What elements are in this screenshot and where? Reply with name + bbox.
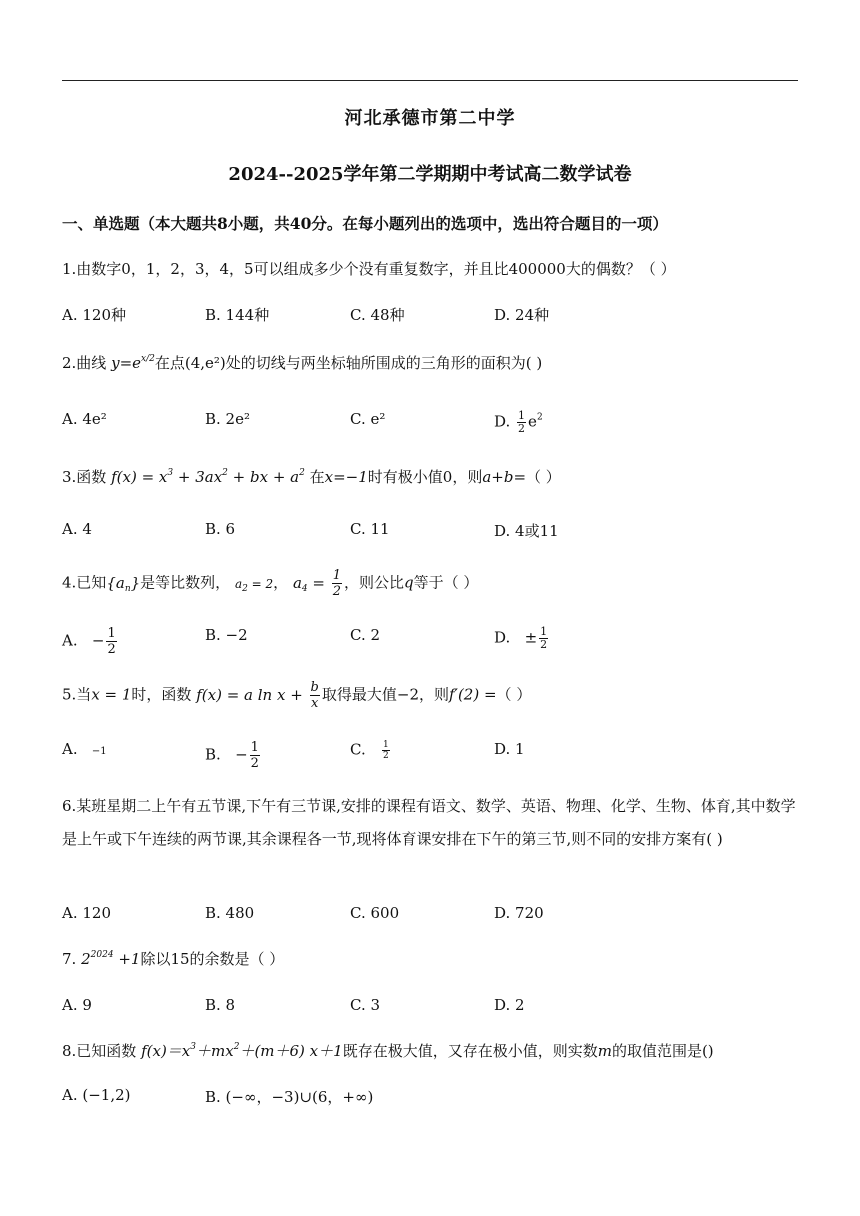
derivative-expression: f′(2) = — [449, 685, 497, 704]
option-a: A. (−1,2) — [62, 1086, 131, 1104]
option-d: D. 24种 — [494, 306, 550, 324]
option-c: C. 600 — [350, 904, 400, 922]
function-formula: $f(x) = x^3 + 3ax^2$ + bx + $a^2$ — [111, 468, 305, 486]
sequence-symbol: $\{a_n\}$ — [106, 573, 141, 594]
option-a: A. 9 — [62, 996, 92, 1014]
option-c: C. $\frac{1}{2}$ — [350, 740, 389, 761]
option-b: B. 480 — [205, 904, 255, 922]
question-6-stem: 6.某班星期二上午有五节课,下午有三节课,安排的课程有语文、数学、英语、物理、化学、生物、体育,其中数学是上午或下午连续的两节课,其余课程各一节,现将体育课安排在下午的第三节,则不同的安排方案有( ) — [62, 797, 796, 848]
option-d: D. ± $\frac{1}{2}$ — [494, 625, 548, 651]
option-a: A. − $\frac{1}{2}$ — [62, 626, 116, 657]
parameter-m: m — [597, 1042, 612, 1060]
school-name: 河北承德市第二中学 — [344, 108, 516, 129]
option-b: B. −2 — [205, 626, 248, 644]
option-c: C. e² — [350, 410, 386, 428]
option-b: B. 8 — [205, 996, 236, 1014]
option-d: D. $\frac{1}{2}$ $e^2$ — [494, 409, 543, 435]
option-a: A. 4 — [62, 520, 92, 538]
option-b: B. − $\frac{1}{2}$ — [205, 740, 259, 771]
a4-value: $a_4$ = $\frac{1}{2}$ — [292, 568, 342, 599]
exam-title: 2024--2025学年第二学期期中考试高二数学试卷 — [228, 164, 632, 185]
x-equals-one: x = 1 — [91, 685, 132, 704]
option-a: A. 120 — [62, 904, 111, 922]
curve-formula: $y=e^{x/2}$ — [111, 354, 155, 372]
sum-expression: a+b= — [482, 468, 527, 486]
option-d: D. 4或11 — [494, 522, 559, 540]
option-a: A. 120种 — [62, 306, 126, 324]
question-7-stem: 7. $2^{2024} +1$除以15的余数是（ ） — [62, 950, 285, 968]
header-rule — [62, 80, 798, 81]
option-a: A. 4e² — [62, 410, 107, 428]
x-value: x=−1 — [324, 468, 368, 486]
ratio-symbol: q — [404, 573, 414, 592]
function-formula: f(x) = a ln x + $\frac{b}{x}$ — [196, 680, 319, 711]
option-c: C. 48种 — [350, 306, 405, 324]
option-b: B. 144种 — [205, 306, 270, 324]
question-5-stem: 5.当x = 1时，函数 f(x) = a ln x + $\frac{b}{x}$ 取得最大值−2，则f′(2) =（ ） — [62, 680, 532, 711]
option-b: B. (−∞，−3)∪(6，+∞) — [205, 1088, 374, 1106]
option-b: B. 2e² — [205, 410, 250, 428]
question-4-stem: 4.已知$\{a_n\}$是等比数列， $a_2 = 2$， $a_4$ = $\frac{1}{2}$ ，则公比q等于（ ） — [62, 568, 479, 599]
question-1-stem: 1.由数字0，1，2，3，4，5可以组成多少个没有重复数字，并且比400000大的偶数？（ ） — [62, 260, 676, 278]
option-d: D. 2 — [494, 996, 525, 1014]
question-2-stem: 2.曲线 $y=e^{x/2}$在点(4,e²)处的切线与两坐标轴所围成的三角形的面积为( ) — [62, 354, 543, 372]
option-c: C. 2 — [350, 626, 381, 644]
option-a: A. −1 — [62, 740, 107, 758]
option-d: D. 1 — [494, 740, 525, 758]
question-8-stem: 8.已知函数 $f(x)=x^3+mx^2+(m+6)$ x＋1既存在极大值，又存在极小值，则实数m的取值范围是() — [62, 1042, 714, 1060]
option-c: C. 3 — [350, 996, 381, 1014]
option-b: B. 6 — [205, 520, 236, 538]
option-c: C. 11 — [350, 520, 390, 538]
a2-value: $a_2 = 2$ — [234, 576, 274, 594]
question-3-stem: 3.函数 $f(x) = x^3 + 3ax^2$ + bx + $a^2$ 在x=−1时有极小值0，则a+b=（ ） — [62, 468, 561, 486]
section-title: 一、单选题（本大题共8小题，共40分。在每小题列出的选项中，选出符合题目的一项） — [62, 214, 668, 233]
option-d: D. 720 — [494, 904, 544, 922]
function-formula: $f(x)=x^3+mx^2+(m+6)$ x＋1 — [141, 1042, 343, 1060]
power-expression: $2^{2024} +1$ — [81, 950, 141, 968]
